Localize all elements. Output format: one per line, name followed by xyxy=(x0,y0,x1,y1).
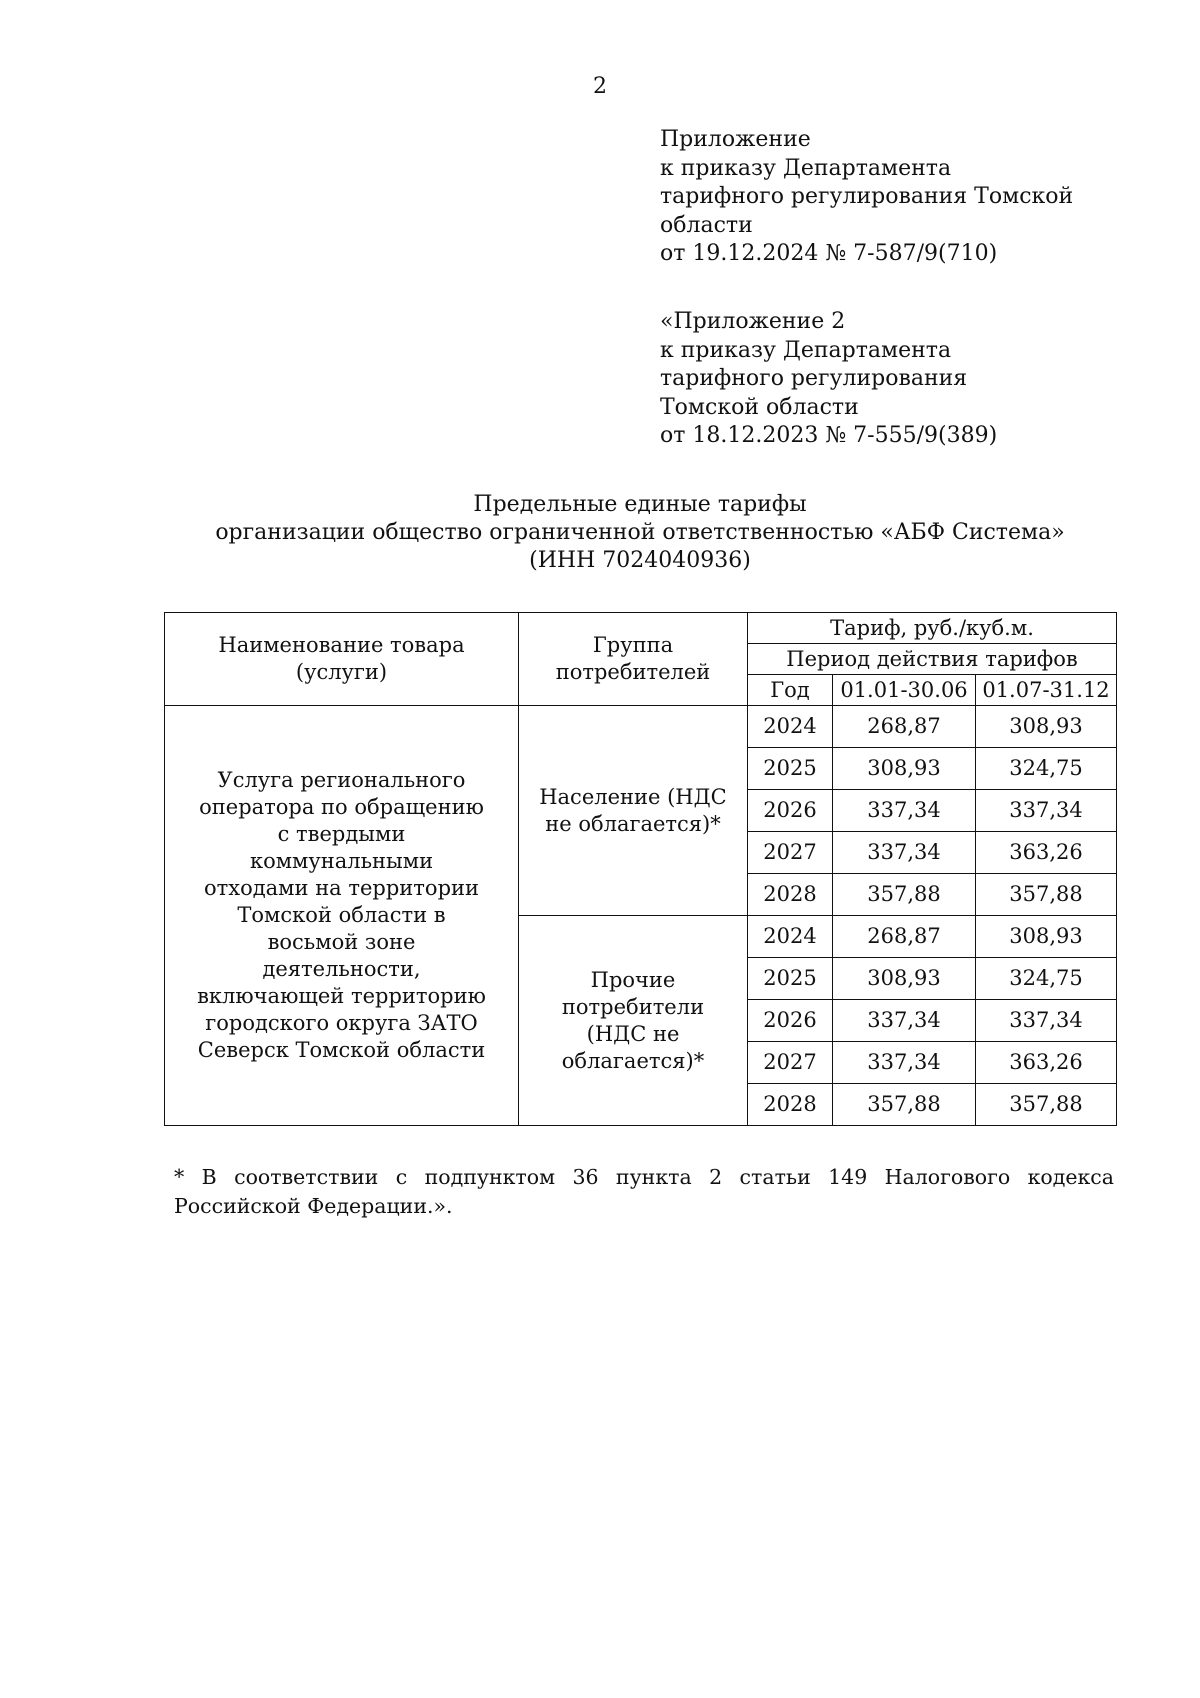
tariff-cell: 268,87 xyxy=(833,916,976,958)
appendix-line: тарифного регулирования xyxy=(660,366,968,391)
title-line: Предельные единые тарифы xyxy=(473,492,807,517)
tariff-cell: 357,88 xyxy=(976,874,1117,916)
appendix-line: Приложение xyxy=(660,127,811,152)
year-cell: 2027 xyxy=(748,1042,833,1084)
tariff-cell: 308,93 xyxy=(976,706,1117,748)
tariff-cell: 324,75 xyxy=(976,958,1117,1000)
consumer-group: Прочие потребители (НДС не облагается)* xyxy=(519,916,748,1126)
title-line: (ИНН 7024040936) xyxy=(529,548,751,573)
appendix-line: тарифного регулирования Томской xyxy=(660,184,1074,209)
appendix-line: к приказу Департамента xyxy=(660,337,952,363)
tariff-cell: 337,34 xyxy=(833,1000,976,1042)
appendix-line: от 18.12.2023 № 7-555/9(389) xyxy=(660,423,998,448)
year-cell: 2024 xyxy=(748,916,833,958)
header-group: Группа потребителей xyxy=(519,613,748,706)
appendix-line: от 19.12.2024 № 7-587/9(710) xyxy=(660,241,998,266)
tariff-cell: 357,88 xyxy=(976,1084,1117,1126)
year-cell: 2024 xyxy=(748,706,833,748)
year-cell: 2028 xyxy=(748,874,833,916)
tariff-cell: 357,88 xyxy=(833,1084,976,1126)
header-tariff: Тариф, руб./куб.м. xyxy=(748,613,1117,644)
service-name: Услуга регионального оператора по обращению с твердыми коммунальными отходами на территории Томской области в восьмой зоне деятельности, включающей территорию городского округа ЗАТО Северск Томской области xyxy=(165,706,519,1126)
header-h2: 01.07-31.12 xyxy=(976,675,1117,706)
tariff-table xyxy=(164,612,1117,1126)
header-h1: 01.01-30.06 xyxy=(833,675,976,706)
tariff-cell: 268,87 xyxy=(833,706,976,748)
year-cell: 2025 xyxy=(748,748,833,790)
header-year: Год xyxy=(748,675,833,706)
year-cell: 2028 xyxy=(748,1084,833,1126)
consumer-group: Население (НДС не облагается)* xyxy=(519,706,748,916)
year-cell: 2026 xyxy=(748,790,833,832)
tariff-cell: 324,75 xyxy=(976,748,1117,790)
header-name: Наименование товара (услуги) xyxy=(165,613,519,706)
tariff-cell: 337,34 xyxy=(833,832,976,874)
tariff-cell: 308,93 xyxy=(976,916,1117,958)
tariff-cell: 357,88 xyxy=(833,874,976,916)
page-number: 2 xyxy=(593,74,607,99)
tariff-cell: 308,93 xyxy=(833,958,976,1000)
year-cell: 2027 xyxy=(748,832,833,874)
tariff-cell: 337,34 xyxy=(976,790,1117,832)
document-title xyxy=(160,491,1120,575)
tariff-cell: 363,26 xyxy=(976,832,1117,874)
tariff-cell: 337,34 xyxy=(833,1042,976,1084)
appendix2-header xyxy=(660,308,1080,451)
year-cell: 2025 xyxy=(748,958,833,1000)
year-cell: 2026 xyxy=(748,1000,833,1042)
footnote: * В соответствии с подпунктом 36 пункта 2 статьи 149 Налогового кодекса Российской Федерации.». xyxy=(174,1165,1114,1218)
header-period: Период действия тарифов xyxy=(748,644,1117,675)
tariff-cell: 308,93 xyxy=(833,748,976,790)
title-line: организации общество ограниченной ответственностью «АБФ Система» xyxy=(215,520,1065,545)
appendix-line: к приказу Департамента xyxy=(660,155,952,181)
tariff-cell: 363,26 xyxy=(976,1042,1117,1084)
appendix-header xyxy=(660,126,1080,269)
table-row xyxy=(165,706,1117,748)
tariff-cell: 337,34 xyxy=(833,790,976,832)
appendix-line: «Приложение 2 xyxy=(660,309,846,334)
appendix-line: Томской области xyxy=(660,394,859,420)
appendix-line: области xyxy=(660,212,753,238)
tariff-cell: 337,34 xyxy=(976,1000,1117,1042)
